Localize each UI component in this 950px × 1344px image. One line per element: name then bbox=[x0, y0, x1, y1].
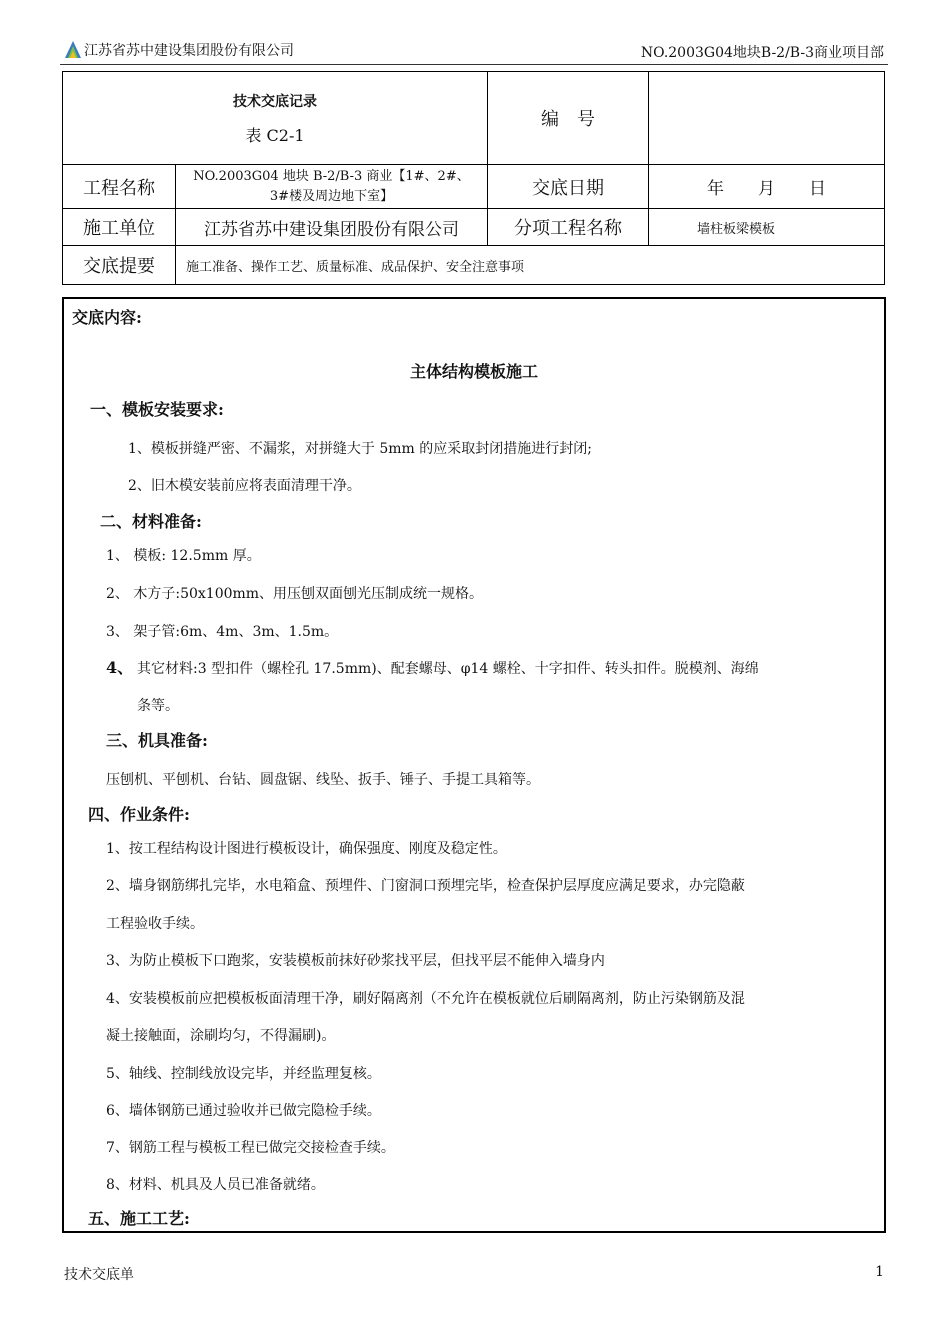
section-3-heading: 三、机具准备: bbox=[106, 731, 208, 750]
section-2-item-1: 1、 模板: 12.5mm 厚。 bbox=[106, 548, 261, 564]
section-4-item-2-line2: 工程验收手续。 bbox=[106, 916, 204, 932]
company-logo-icon bbox=[64, 40, 82, 60]
content-title: 主体结构模板施工 bbox=[409, 362, 538, 381]
section-4-heading: 四、作业条件: bbox=[88, 805, 190, 824]
contractor-label: 施工单位 bbox=[63, 209, 176, 246]
section-3-item-1: 压刨机、平刨机、台钻、圆盘锯、线坠、扳手、锤子、手提工具箱等。 bbox=[106, 772, 540, 788]
code-label: 编 号 bbox=[488, 72, 649, 165]
project-name-line1: NO.2003G04 地块 B-2/B-3 商业【1#、2#、 bbox=[193, 168, 470, 184]
page-header-company bbox=[64, 40, 294, 60]
project-name-value bbox=[176, 165, 488, 209]
summary-label: 交底提要 bbox=[63, 246, 176, 285]
section-4-item-6: 6、墙体钢筋已通过验收并已做完隐检手续。 bbox=[106, 1103, 381, 1119]
company-name: 江苏省苏中建设集团股份有限公司 bbox=[84, 43, 294, 59]
section-5-heading: 五、施工工艺: bbox=[88, 1209, 190, 1228]
section-4-item-2-line1: 2、墙身钢筋绑扎完毕，水电箱盒、预埋件、门窗洞口预埋完毕，检查保护层厚度应满足要求，办完隐蔽 bbox=[106, 878, 745, 894]
table-row bbox=[63, 165, 885, 209]
section-2-item-4-line2: 条等。 bbox=[137, 698, 179, 714]
project-name-label: 工程名称 bbox=[63, 165, 176, 209]
summary-value: 施工准备、操作工艺、质量标准、成品保护、安全注意事项 bbox=[176, 246, 885, 285]
section-4-item-3: 3、为防止模板下口跑浆，安装模板前抹好砂浆找平层，但找平层不能伸入墙身内 bbox=[106, 953, 605, 969]
section-4-item-4-line2: 凝土接触面，涂刷均匀，不得漏刷)。 bbox=[106, 1028, 336, 1044]
form-title: 技术交底记录 bbox=[233, 93, 317, 110]
project-header: NO.2003G04地块B-2/B-3商业项目部 bbox=[640, 45, 884, 61]
footer-title: 技术交底单 bbox=[64, 1267, 134, 1283]
content-label: 交底内容: bbox=[72, 308, 142, 327]
header-divider bbox=[60, 64, 888, 65]
form-number: 表 C2-1 bbox=[245, 125, 305, 145]
section-1-item-1: 1、模板拼缝严密、不漏浆，对拼缝大于 5mm 的应采取封闭措施进行封闭; bbox=[128, 441, 592, 457]
disclosure-content bbox=[62, 297, 886, 1233]
section-4-item-4-line1: 4、安装模板前应把模板板面清理干净，刷好隔离剂（不允许在模板就位后刷隔离剂，防止污染钢筋及混 bbox=[106, 991, 745, 1007]
subitem-value: 墙柱板梁模板 bbox=[649, 209, 885, 246]
info-table bbox=[62, 71, 885, 285]
section-2-item-3: 3、 架子管:6m、4m、3m、1.5m。 bbox=[106, 624, 339, 640]
section-2-item-4-number: 4、 bbox=[106, 658, 134, 677]
page-number: 1 bbox=[875, 1264, 884, 1280]
subitem-label: 分项工程名称 bbox=[488, 209, 649, 246]
section-4-item-7: 7、钢筋工程与模板工程已做完交接检查手续。 bbox=[106, 1140, 395, 1156]
section-1-item-2: 2、旧木模安装前应将表面清理干净。 bbox=[128, 478, 361, 494]
section-4-item-8: 8、材料、机具及人员已准备就绪。 bbox=[106, 1177, 325, 1193]
contractor-value: 江苏省苏中建设集团股份有限公司 bbox=[176, 209, 488, 246]
form-title-cell bbox=[63, 72, 488, 165]
table-row bbox=[63, 246, 885, 285]
section-2-item-2: 2、 木方子:50x100mm、用压刨双面刨光压制成统一规格。 bbox=[106, 586, 484, 602]
section-2-heading: 二、材料准备: bbox=[100, 512, 202, 531]
section-4-item-5: 5、轴线、控制线放设完毕，并经监理复核。 bbox=[106, 1066, 381, 1082]
section-1-heading: 一、模板安装要求: bbox=[90, 400, 224, 419]
date-value[interactable]: 年 月 日 bbox=[649, 165, 885, 209]
table-row bbox=[63, 209, 885, 246]
code-value[interactable] bbox=[649, 72, 885, 165]
table-row bbox=[63, 72, 885, 165]
section-4-item-1: 1、按工程结构设计图进行模板设计，确保强度、刚度及稳定性。 bbox=[106, 841, 507, 857]
date-label: 交底日期 bbox=[488, 165, 649, 209]
project-name-line2: 3#楼及周边地下室】 bbox=[269, 188, 394, 204]
section-2-item-4-line1: 其它材料:3 型扣件（螺栓孔 17.5mm)、配套螺母、φ14 螺栓、十字扣件、转头扣件。脱模剂、海绵 bbox=[137, 661, 759, 677]
